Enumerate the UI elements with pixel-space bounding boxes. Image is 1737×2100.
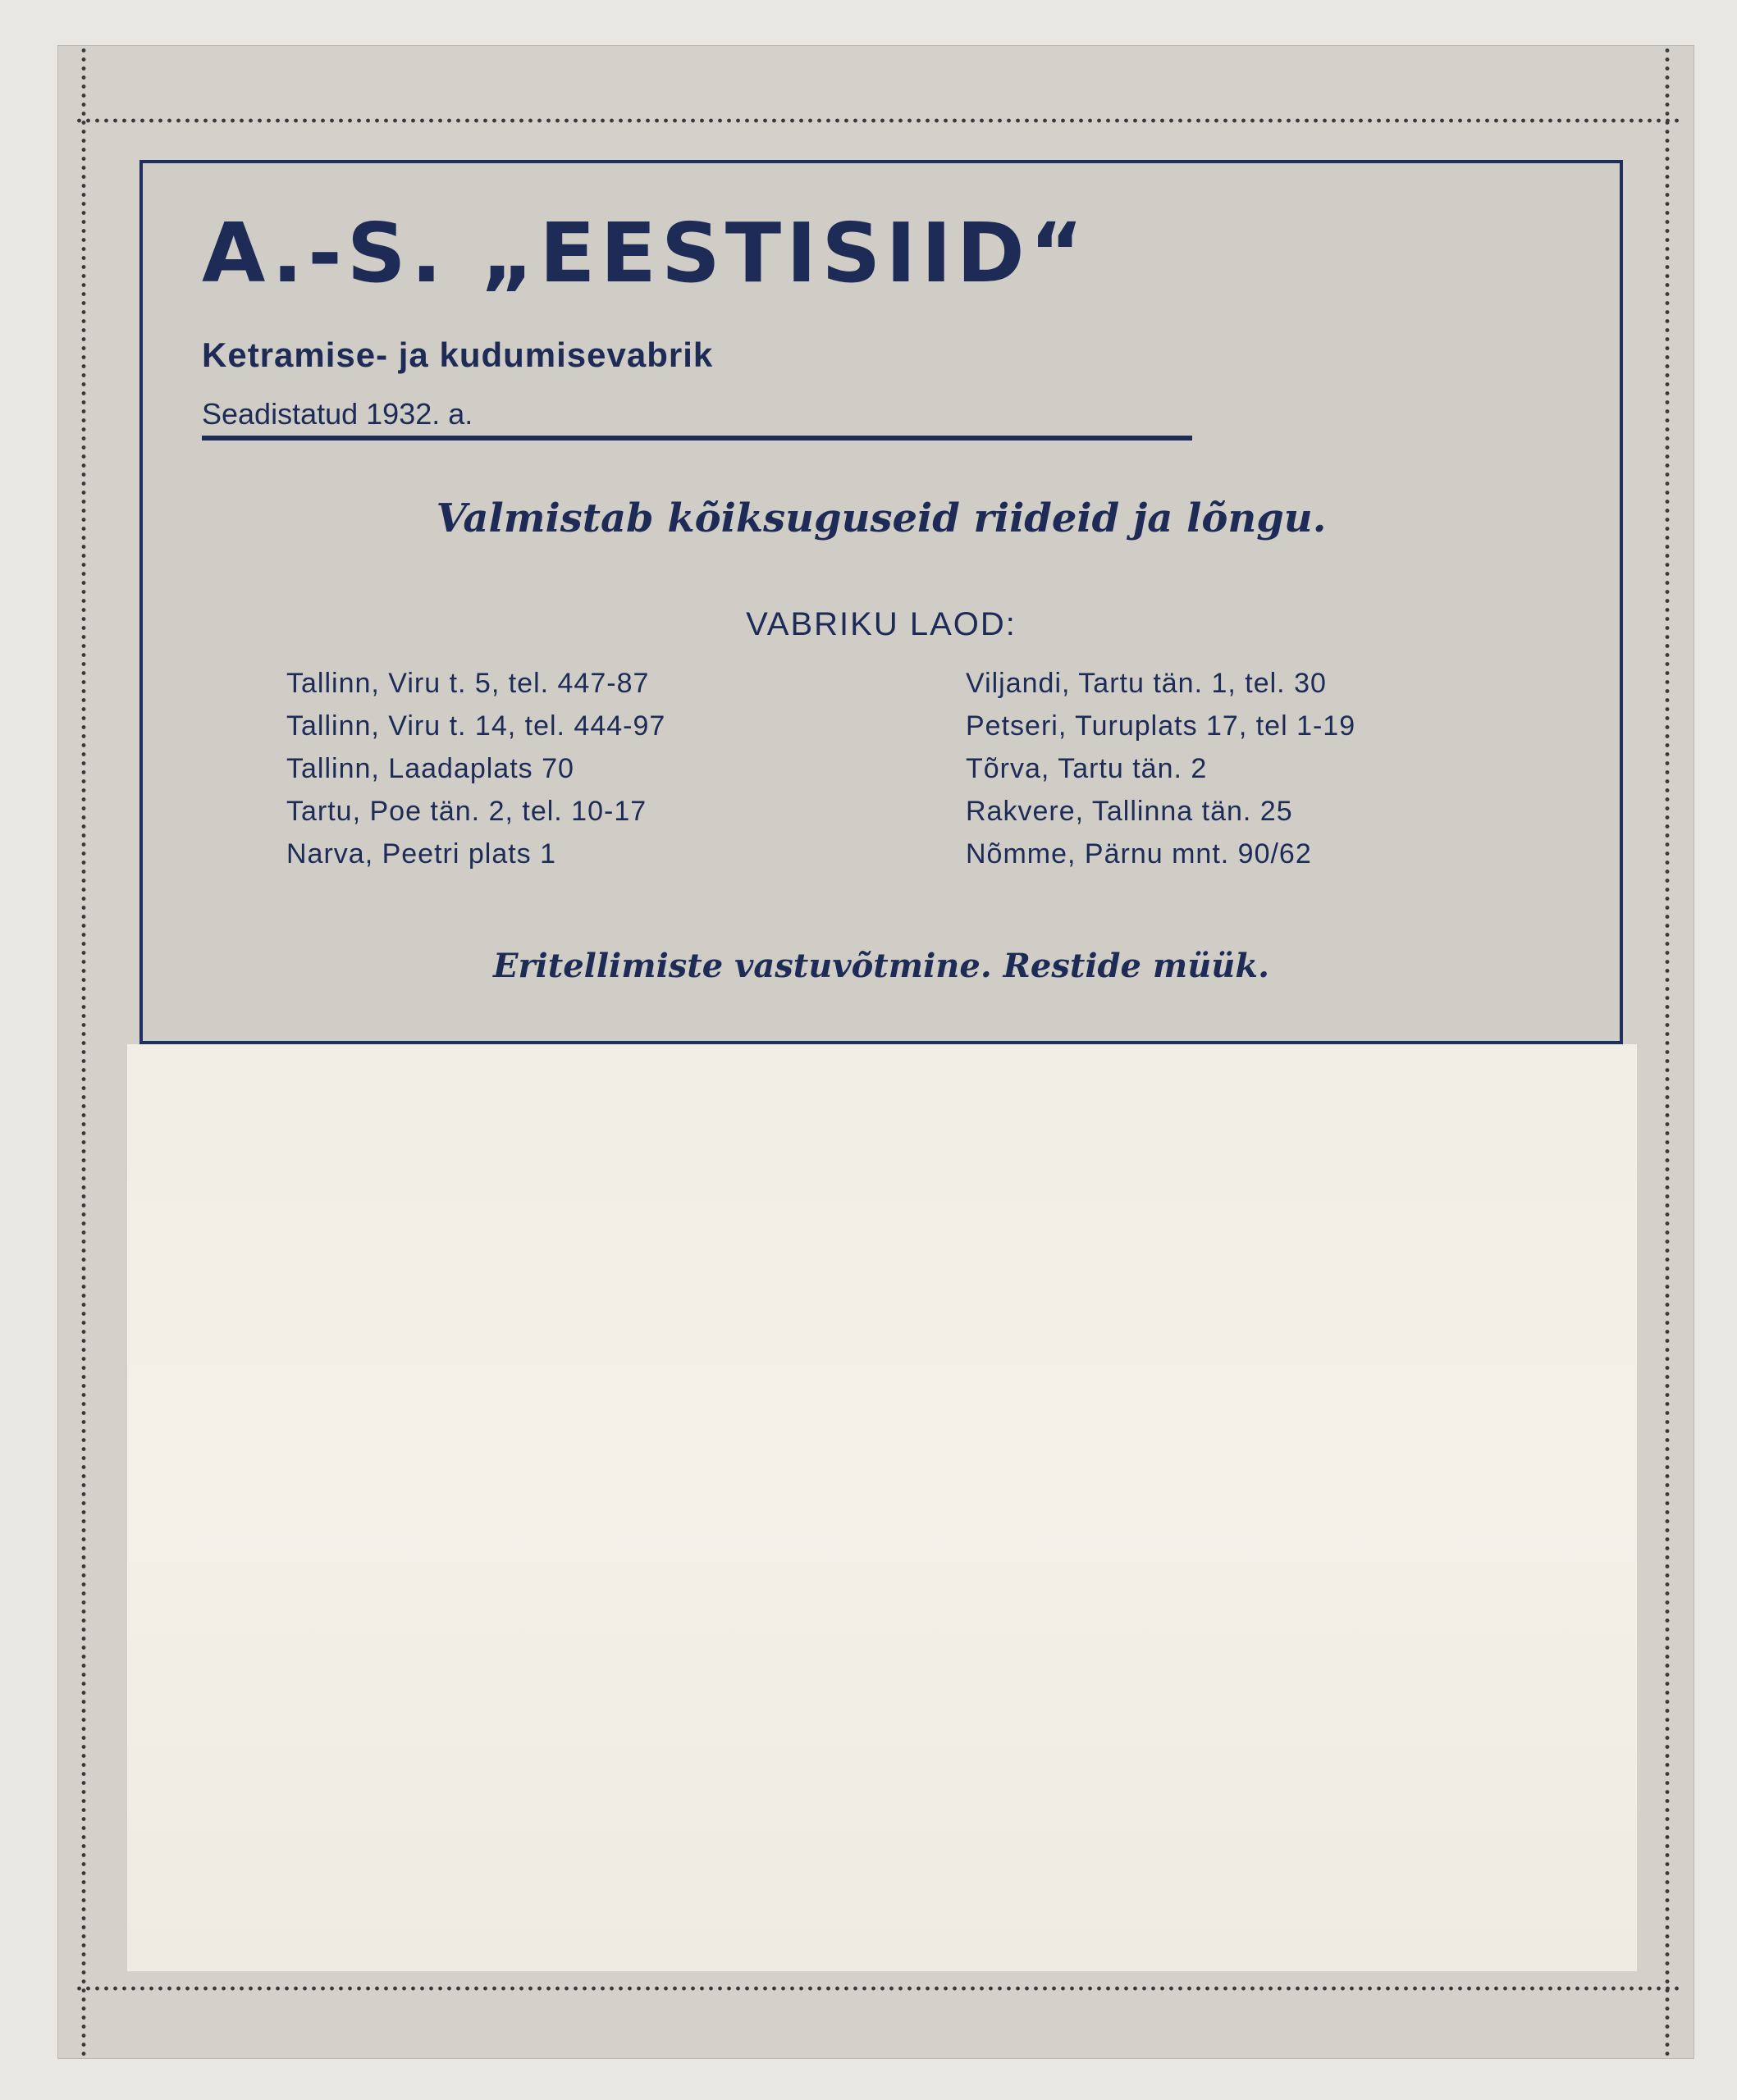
slogan: Valmistab kõiksuguseid riideid ja lõngu.: [436, 495, 1327, 541]
depot-item: Viljandi, Tartu tän. 1, tel. 30: [966, 668, 1327, 699]
writing-area: [127, 1044, 1637, 1971]
depot-item: Tallinn, Viru t. 14, tel. 444-97: [286, 710, 666, 742]
perforation-left: [81, 46, 86, 2060]
depot-item: Nõmme, Pärnu mnt. 90/62: [966, 838, 1312, 870]
perforation-top: [75, 118, 1679, 123]
company-name: A.-S. „EESTISIID“: [202, 205, 1089, 301]
founded-line: Seadistatud 1932. a.: [202, 397, 473, 431]
perforation-right: [1665, 46, 1670, 2060]
depot-item: Tartu, Poe tän. 2, tel. 10-17: [286, 796, 647, 827]
depots-heading: VABRIKU LAOD:: [746, 606, 1017, 642]
depot-item: Tõrva, Tartu tän. 2: [966, 753, 1208, 784]
blank-paper: [127, 1044, 1637, 1971]
depots-left-list: [286, 662, 665, 875]
footer-line: Eritellimiste vastuvõtmine. Restide müük.: [492, 947, 1270, 985]
depot-item: Tallinn, Laadaplats 70: [286, 753, 574, 784]
company-subtitle: Ketramise- ja kudumisevabrik: [202, 336, 714, 374]
depots-right-list: [966, 662, 1355, 875]
depot-item: Rakvere, Tallinna tän. 25: [966, 796, 1293, 827]
depot-item: Petseri, Turuplats 17, tel 1-19: [966, 710, 1356, 742]
perforation-bottom: [75, 1986, 1679, 1991]
depot-item: Tallinn, Viru t. 5, tel. 447-87: [286, 668, 650, 699]
advertisement-panel: [139, 160, 1623, 1044]
header-rule: [202, 436, 1192, 441]
depot-item: Narva, Peetri plats 1: [286, 838, 557, 870]
